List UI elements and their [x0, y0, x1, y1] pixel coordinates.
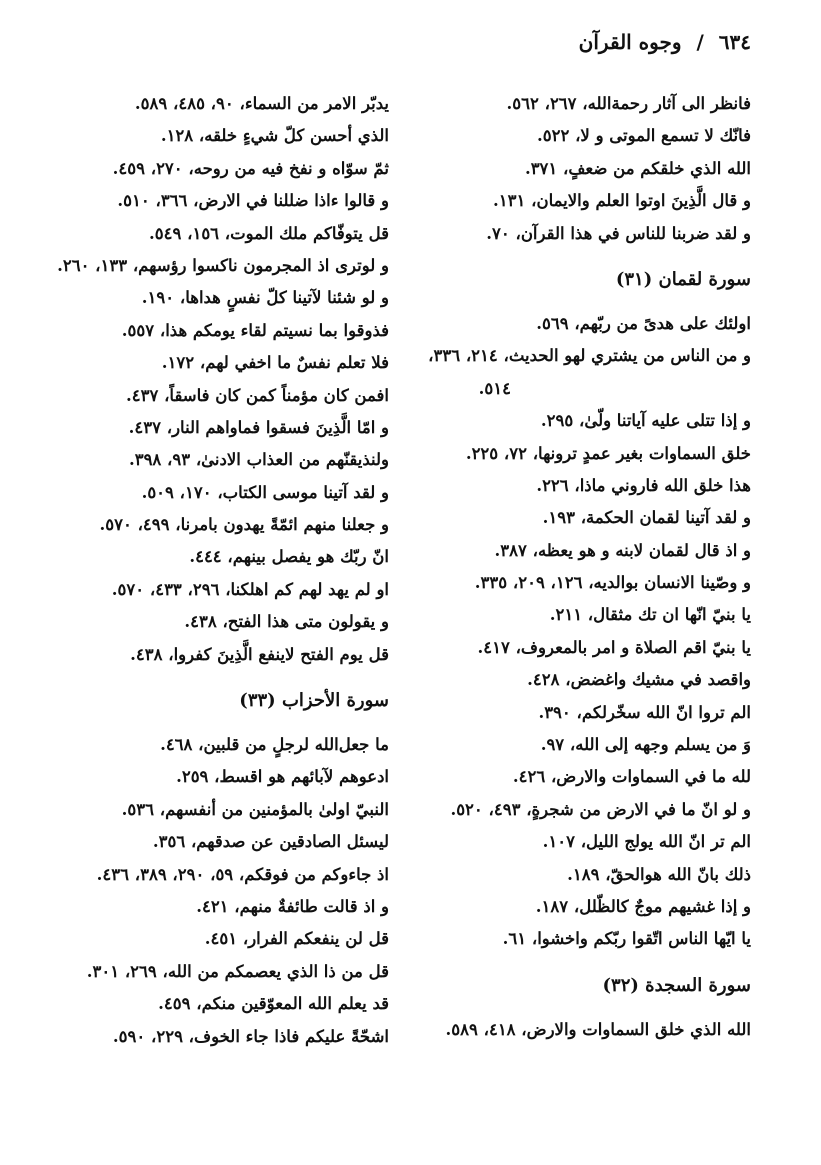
index-entry: يا بنيّ انّها ان تك مثقال، ٢١١.: [549, 605, 751, 625]
index-entry: و إذا غشيهم موجٌ كالظّلل، ١٨٧.: [535, 896, 751, 916]
sajda-continued-entries: [24, 88, 389, 671]
ahzab-entries: [24, 729, 389, 1053]
index-entry: و قال الَّذِينَ اوتوا العلم والايمان، ١٣١.: [493, 191, 751, 211]
index-entry: و امّا الَّذِينَ فسقوا فماواهم النار، ٤٣٧.: [128, 417, 389, 437]
sajda-entries: [391, 1014, 751, 1046]
index-entry: انّ ربّك هو يفصل بينهم، ٤٤٤.: [189, 547, 389, 567]
index-entry: ثمّ سوّاه و نفخ فيه من روحه، ٢٧٠، ٤٥٩.: [112, 158, 389, 178]
header-separator: /: [696, 30, 704, 54]
surah-heading-sajda: سورة السجدة (٣٢): [602, 974, 751, 996]
surah-heading-luqman: سورة لقمان (٣١): [615, 268, 751, 290]
index-entry: يا بنيّ اقم الصلاة و امر بالمعروف، ٤١٧.: [477, 637, 751, 657]
index-entry: يا ايّها الناس اتّقوا ربّكم واخشوا، ٦١.: [502, 929, 751, 949]
index-entry: قل من ذا الذي يعصمكم من الله، ٢٦٩، ٣٠١.: [86, 961, 389, 981]
index-entry: اولئك على هدىً من ربّهم، ٥٦٩.: [536, 313, 751, 333]
index-entry: الله الذي خلقكم من ضعفٍ، ٣٧١.: [524, 158, 751, 178]
index-entry: قل يوم الفتح لاينفع الَّذِينَ كفروا، ٤٣٨.: [130, 644, 389, 664]
index-entry: قد يعلم الله المعوّقين منكم، ٤٥٩.: [158, 994, 389, 1014]
index-entry: اذ جاءوكم من فوقكم، ٥٩، ٢٩٠، ٣٨٩، ٤٣٦.: [96, 864, 389, 884]
index-entry: فلا تعلم نفسٌ ما اخفي لهم، ١٧٢.: [161, 353, 389, 373]
index-entry: و وصّينا الانسان بوالديه، ١٢٦، ٢٠٩، ٣٣٥.: [474, 573, 751, 593]
index-entry: و قالوا ءاذا ضللنا في الارض، ٣٦٦، ٥١٠.: [117, 191, 389, 211]
index-entry: و إذا تتلى عليه آياتنا ولّىٰ، ٢٩٥.: [540, 411, 751, 431]
index-entry: و لو شئنا لآتينا كلّ نفسٍ هداها، ١٩٠.: [141, 288, 389, 308]
book-title: وجوه القرآن: [578, 30, 682, 54]
index-entry: الم تر انّ الله يولج الليل، ١٠٧.: [542, 832, 751, 852]
page-number: ٦٣٤: [718, 30, 751, 54]
surah-heading-ahzab: سورة الأحزاب (٣٣): [239, 690, 389, 712]
index-entry: ما جعل‌الله لرجلٍ من قلبين، ٤٦٨.: [160, 735, 389, 755]
index-entry: ولنذيقنّهم من العذاب الادنىٰ، ٩٣، ٣٩٨.: [128, 450, 389, 470]
index-entry: و لقد ضربنا للناس في هذا القرآن، ٧٠.: [486, 223, 751, 243]
index-entry: اشحّةً عليكم فاذا جاء الخوف، ٢٢٩، ٥٩٠.: [112, 1026, 389, 1046]
index-entry: و اذ قال لقمان لابنه و هو يعظه، ٣٨٧.: [494, 540, 751, 560]
index-entry: و لو انّ ما في الارض من شجرةٍ، ٤٩٣، ٥٢٠.: [450, 799, 751, 819]
index-entry: الم تروا انّ الله سخّرلكم، ٣٩٠.: [538, 702, 751, 722]
index-entry: ليسئل الصادقين عن صدقهم، ٣٥٦.: [152, 832, 389, 852]
index-entry: قل يتوفّاكم ملك الموت، ١٥٦، ٥٤٩.: [149, 223, 389, 243]
index-entry: ادعوهم لآبائهم هو اقسط، ٢٥٩.: [176, 767, 389, 787]
right-column-top-entries: [391, 88, 751, 250]
index-entry: و لقد آتينا موسى الكتاب، ١٧٠، ٥٠٩.: [141, 482, 389, 502]
index-entry: فانظر الى آثار رحمةالله، ٢٦٧، ٥٦٢.: [506, 94, 751, 113]
left-column: [24, 88, 389, 1053]
index-entry: واقصد في مشيك واغضض، ٤٢٨.: [527, 670, 751, 690]
index-entry: الله الذي خلق السماوات والارض، ٤١٨، ٥٨٩.: [445, 1019, 751, 1039]
index-entry: او لم يهد لهم كم اهلكنا، ٢٩٦، ٤٣٣، ٥٧٠.: [111, 579, 389, 599]
index-entry: و اذ قالت طائفةٌ منهم، ٤٢١.: [196, 896, 389, 916]
index-entry: افمن كان مؤمناً كمن كان فاسقاً، ٤٣٧.: [126, 385, 389, 405]
index-entry: و جعلنا منهم ائمّةً يهدون بامرنا، ٤٩٩، ٥٧٠.: [99, 515, 389, 535]
index-entry: ذلك بانّ الله هوالحقّ، ١٨٩.: [567, 864, 751, 884]
index-entry: الذي أحسن كلّ شيءٍ خلقه، ١٢٨.: [160, 126, 389, 146]
index-entry: قل لن ينفعكم الفرار، ٤٥١.: [204, 929, 389, 949]
index-entry-continuation: ٥١٤.: [478, 378, 511, 398]
index-entry: فذوقوا بما نسيتم لقاء يومكم هذا، ٥٥٧.: [121, 320, 389, 340]
index-entry: يدبّر الامر من السماء، ٩٠، ٤٨٥، ٥٨٩.: [134, 94, 389, 113]
luqman-entries: [391, 308, 751, 956]
page-header: [579, 30, 751, 54]
index-entry: خلق السماوات بغير عمدٍ ترونها، ٧٢، ٢٢٥.: [465, 443, 751, 463]
index-entry: و يقولون متى هذا الفتح، ٤٣٨.: [184, 612, 389, 632]
index-entry: وَ من يسلم وجهه إلى الله، ٩٧.: [540, 735, 751, 755]
index-entry: و لوترى اذ المجرمون ناكسوا رؤسهم، ١٣٣، ٢٦٠.: [57, 255, 389, 275]
index-entry: فانّك لا تسمع الموتى و لا، ٥٢٢.: [537, 126, 751, 146]
index-entry: هذا خلق الله فاروني ماذا، ٢٢٦.: [536, 475, 751, 495]
index-entry: و لقد آتينا لقمان الحكمة، ١٩٣.: [542, 508, 751, 528]
index-entry: النبيّ اولىٰ بالمؤمنين من أنفسهم، ٥٣٦.: [121, 799, 389, 819]
index-entry: لله ما في السماوات والارض، ٤٢٦.: [512, 767, 751, 787]
right-column: [391, 88, 751, 1046]
index-entry: و من الناس من يشتري لهو الحديث، ٢١٤، ٣٣٦،: [428, 346, 751, 366]
